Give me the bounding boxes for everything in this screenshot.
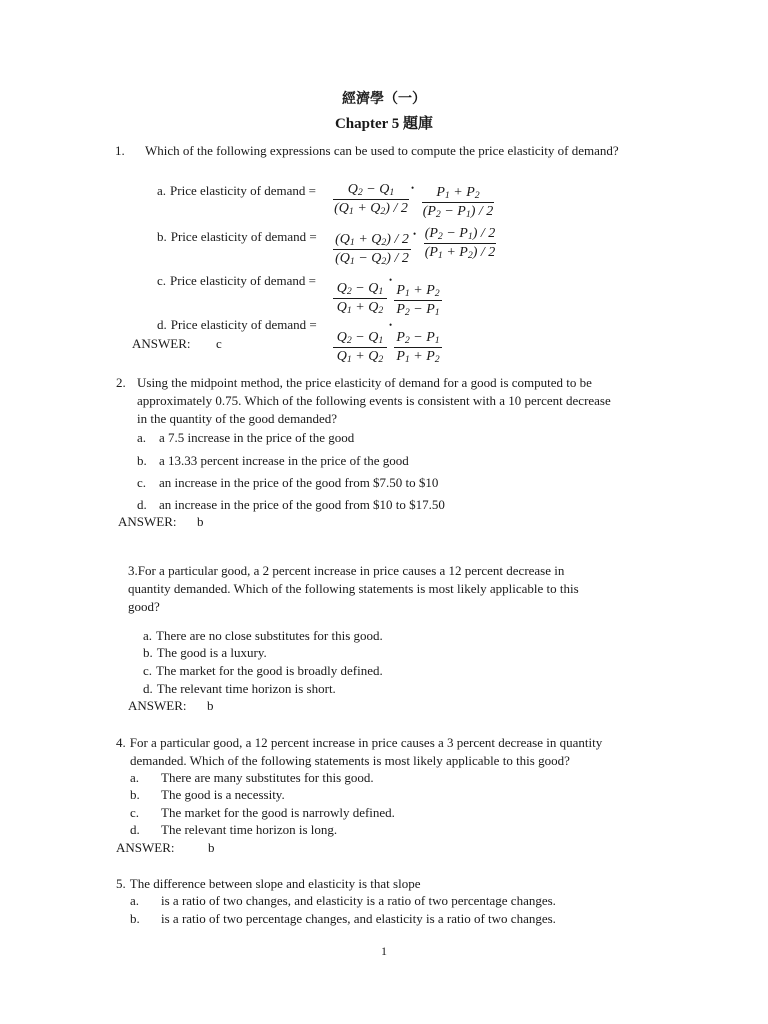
answer-label: ANSWER:: [128, 698, 187, 713]
fraction-numerator: $P_1 + P_2$: [396, 283, 440, 299]
option-label: [157, 316, 317, 334]
chapter-title: Chapter 5 題庫: [334, 116, 434, 132]
option-d: [143, 680, 336, 698]
option-text: Price elasticity of demand =: [170, 273, 316, 288]
option-text: Price elasticity of demand =: [170, 317, 317, 332]
option-text: is a ratio of two percentage changes, and elasticity is a ratio of two changes.: [161, 911, 556, 926]
fraction-numerator: $Q_2 - Q_1$: [347, 182, 395, 198]
fraction-quantity: [333, 231, 411, 268]
fraction-numerator: $(P_2 - P_1) / 2$: [424, 226, 496, 242]
option-letter: b.: [130, 911, 140, 926]
option-letter: b.: [157, 229, 167, 244]
option-text: an increase in the price of the good from $10 to $17.50: [159, 497, 445, 512]
question-number: 3.: [128, 563, 138, 578]
option-label: [157, 272, 316, 290]
answer-value: c: [216, 336, 222, 351]
option-letter: c.: [143, 663, 153, 678]
multiply-dot: •: [389, 320, 393, 330]
multiply-dot: •: [413, 229, 417, 239]
option-text: The relevant time horizon is short.: [156, 681, 336, 696]
fraction-price: [424, 225, 496, 262]
fraction-price: [394, 282, 442, 319]
fraction-quantity: [333, 181, 409, 218]
option-letter: d.: [130, 822, 140, 837]
option-text: is a ratio of two changes, and elasticity is a ratio of two percentage changes.: [161, 893, 556, 908]
fraction-numerator: $Q_2 - Q_1$: [336, 281, 384, 297]
option-letter: c.: [130, 805, 140, 820]
fraction-denominator: $Q_1 + Q_2$: [333, 347, 387, 366]
option-text: The good is a luxury.: [156, 645, 267, 660]
fraction-quantity: [333, 280, 387, 317]
option-text: The market for the good is broadly defined.: [156, 663, 383, 678]
option-letter: a.: [130, 770, 140, 785]
option-letter: d.: [143, 681, 153, 696]
fraction-denominator: $(Q_1 + Q_2) / 2$: [334, 201, 408, 217]
question-stem: [128, 562, 579, 616]
fraction-denominator: $Q_1 + Q_2$: [333, 298, 387, 317]
option-letter: b.: [137, 453, 147, 468]
option-text: a 13.33 percent increase in the price of the good: [159, 453, 409, 468]
question-text: Which of the following expressions can be used to compute the price elasticity of demand?: [145, 143, 619, 158]
fraction-numerator: $P_2 - P_1$: [396, 330, 440, 346]
option-letter: c.: [157, 273, 167, 288]
question-number: 5.: [116, 876, 126, 891]
question-stem: [116, 734, 602, 770]
option-label: [157, 228, 317, 246]
option-text: There are no close substitutes for this good.: [156, 628, 383, 643]
option-text: The relevant time horizon is long.: [161, 822, 338, 837]
option-letter: a.: [137, 430, 147, 445]
fraction-denominator: $(P_2 - P_1) / 2$: [422, 204, 494, 220]
answer-value: b: [208, 840, 215, 855]
fraction-numerator: $Q_2 - Q_1$: [336, 330, 384, 346]
answer-value: b: [207, 698, 214, 713]
question-stem: [116, 875, 420, 893]
fraction-quantity: [333, 329, 387, 366]
answer-value: b: [197, 514, 204, 529]
option-text: Price elasticity of demand =: [170, 229, 317, 244]
fraction-denominator: $(P_1 + P_2) / 2$: [424, 245, 496, 261]
option-letter: d.: [157, 317, 167, 332]
option-b: [143, 644, 267, 662]
option-letter: d.: [137, 497, 147, 512]
option-text: an increase in the price of the good from $7.50 to $10: [159, 475, 439, 490]
question-text: The difference between slope and elasticity is that slope: [129, 876, 421, 891]
fraction-numerator: $(Q_1 + Q_2) / 2$: [335, 232, 409, 248]
option-text: Price elasticity of demand =: [170, 183, 316, 198]
fraction-denominator: $(Q_1 - Q_2) / 2$: [333, 249, 411, 268]
question-number: 1.: [115, 143, 125, 158]
page-number: 1: [381, 944, 387, 958]
option-a: [143, 627, 383, 645]
option-text: a 7.5 increase in the price of the good: [159, 430, 355, 445]
multiply-dot: •: [411, 183, 415, 193]
option-text: The good is a necessity.: [161, 787, 285, 802]
option-letter: a.: [130, 893, 140, 908]
option-letter: b.: [130, 787, 140, 802]
fraction-denominator: $P_2 - P_1$: [394, 300, 442, 319]
course-title: 經濟學（一）: [342, 92, 426, 107]
question-text: For a particular good, a 2 percent increase in price causes a 12 percent decrease in quantity demanded. Which of the following statements is most likely applicable to this good?: [128, 563, 579, 614]
question-text: For a particular good, a 12 percent increase in price causes a 3 percent decrease in quantity demanded. Which of the following statements is most likely applicable to this good?: [129, 735, 603, 768]
option-text: The market for the good is narrowly defined.: [161, 805, 395, 820]
multiply-dot: •: [389, 275, 393, 285]
question-number: 4.: [116, 735, 126, 750]
fraction-price: [422, 184, 494, 221]
answer-label: ANSWER:: [132, 336, 191, 351]
option-c: [143, 662, 383, 680]
fraction-price: [394, 329, 442, 366]
question-number: 2.: [116, 375, 126, 390]
option-text: There are many substitutes for this good.: [161, 770, 374, 785]
answer-label: ANSWER:: [116, 840, 175, 855]
option-label: [157, 182, 316, 200]
option-letter: a.: [143, 628, 153, 643]
option-letter: b.: [143, 645, 153, 660]
question-text: Using the midpoint method, the price elasticity of demand for a good is computed to be approximately 0.75. Which of the following events is consistent with a 10 percent decrease in the quantity of the good demanded?: [137, 375, 611, 426]
answer-label: ANSWER:: [118, 514, 177, 529]
option-letter: c.: [137, 475, 147, 490]
option-letter: a.: [157, 183, 167, 198]
fraction-denominator: $P_1 + P_2$: [394, 347, 442, 366]
fraction-numerator: $P_1 + P_2$: [436, 185, 480, 201]
